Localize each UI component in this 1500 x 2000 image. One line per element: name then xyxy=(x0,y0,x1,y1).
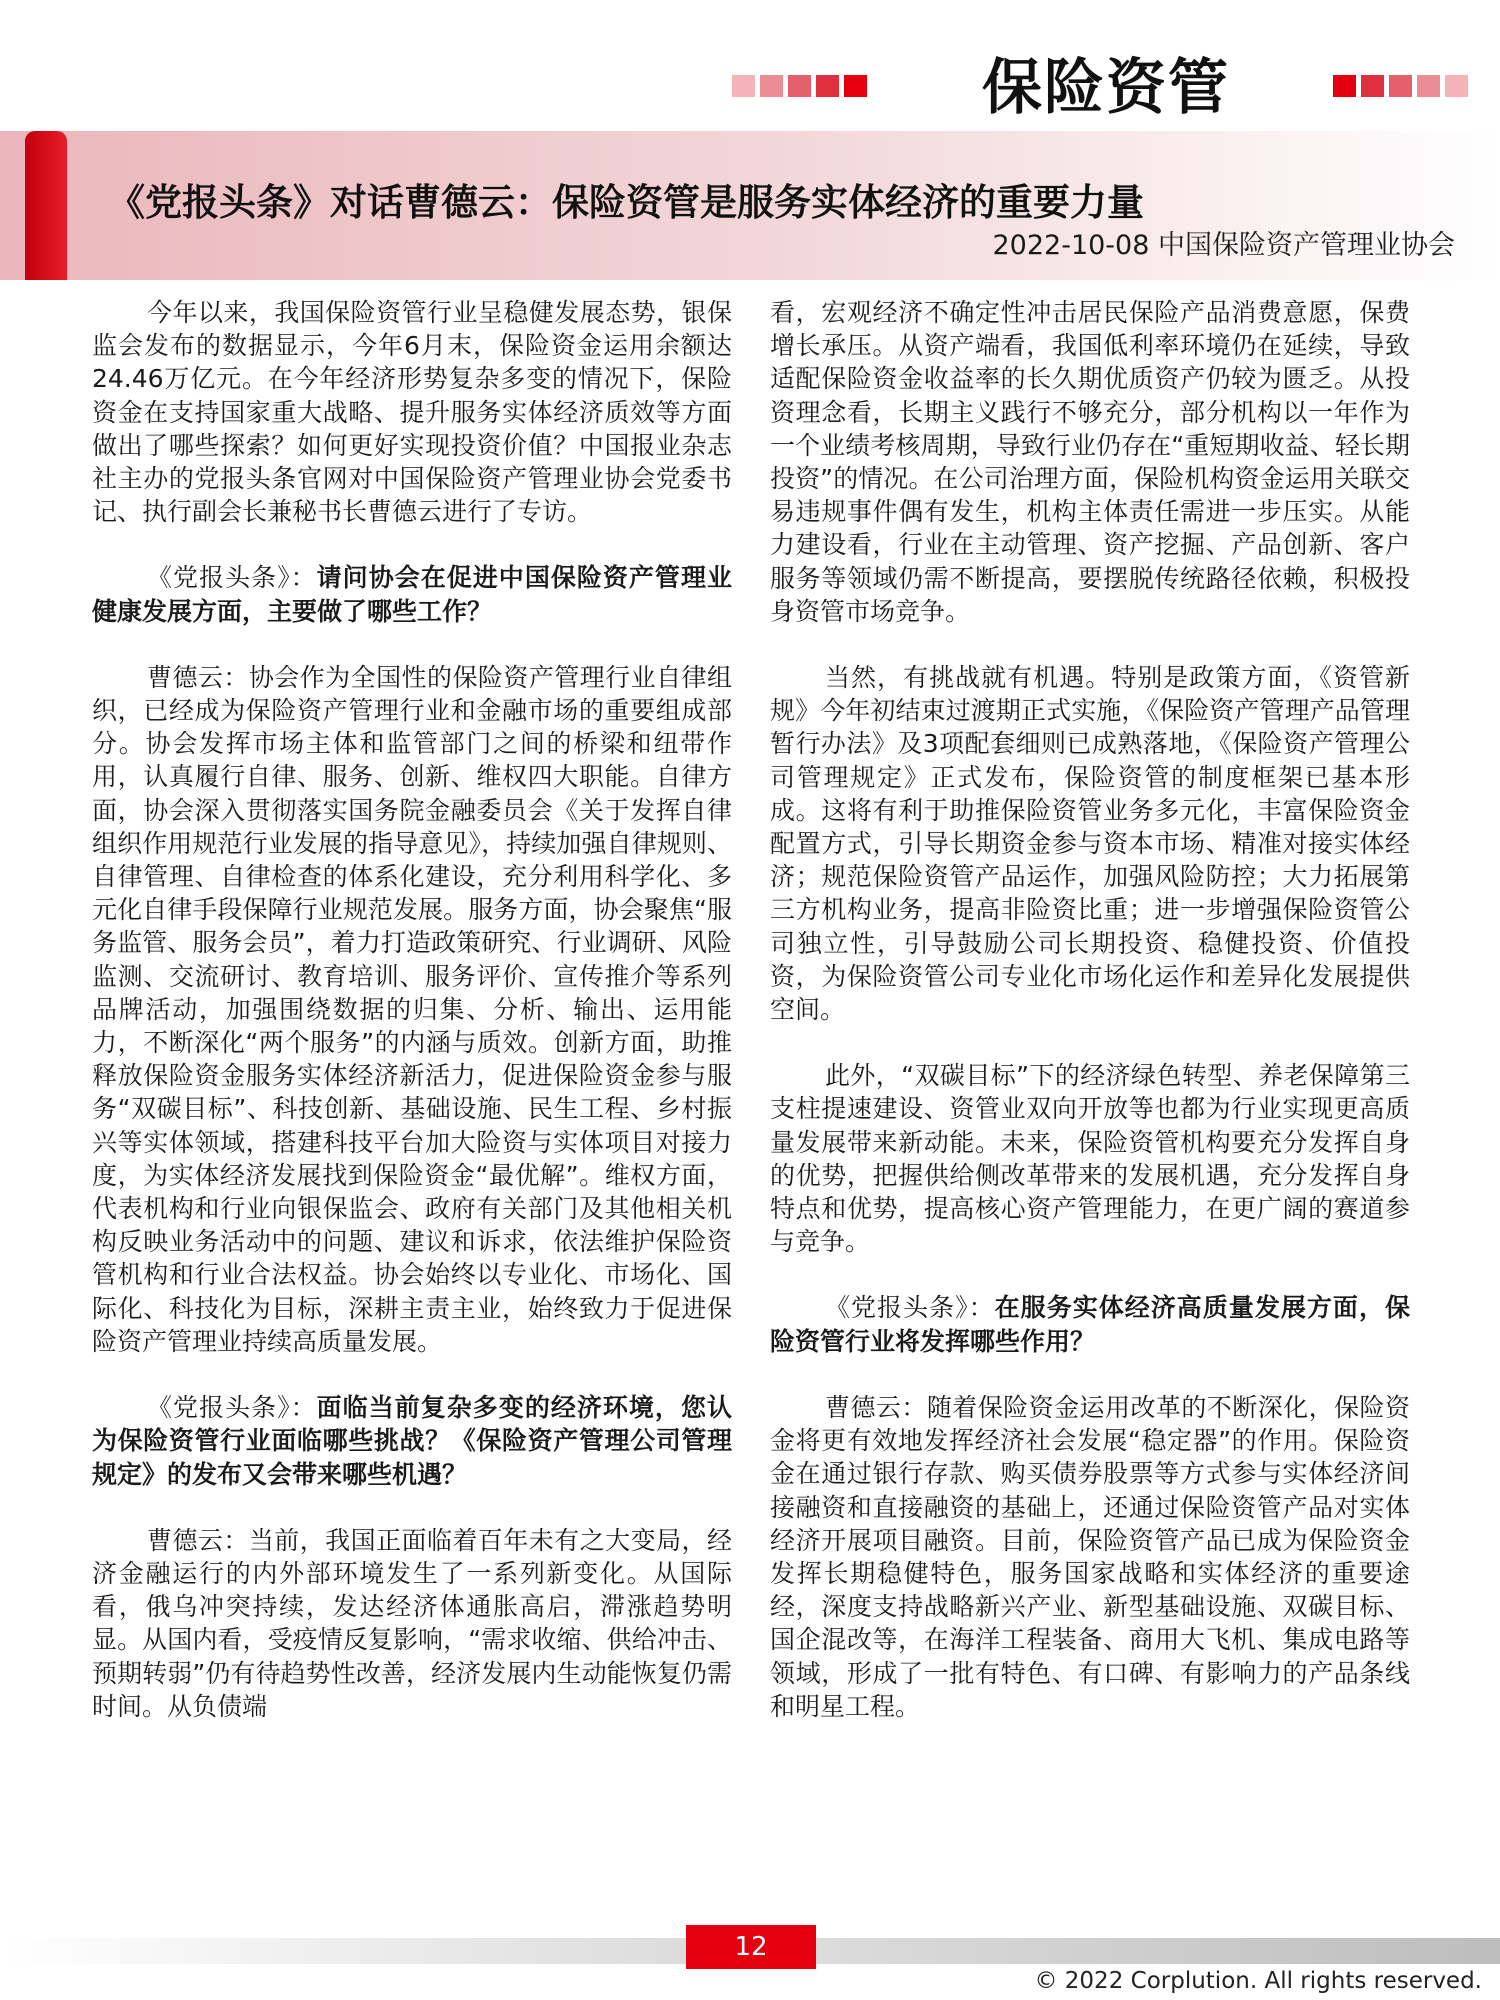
article-date-source: 2022-10-08 中国保险资产管理业协会 xyxy=(992,230,1455,261)
question-source: 《党报头条》： xyxy=(147,563,317,593)
decor-square xyxy=(844,75,867,97)
decor-square xyxy=(816,75,839,97)
intro-paragraph: 今年以来，我国保险资管行业呈稳健发展态势，银保监会发布的数据显示，今年6月末，保险资金运用余额达24.46万亿元。在今年经济形势复杂多变的情况下，保险资金在支持国家重大战略、提升服务实体经济质效等方面做出了哪些探索？如何更好实现投资价值？中国报业杂志社主办的党报头条官网对中国保险资产管理业协会党委书记、执行副会长兼秘书长曹德云进行了专访。 xyxy=(92,298,732,527)
article-title: 《党报头条》对话曹德云：保险资管是服务实体经济的重要力量 xyxy=(108,181,1144,224)
answer-2-continued: 看，宏观经济不确定性冲击居民保险产品消费意愿，保费增长承压。从资产端看，我国低利率环境仍在延续，导致适配保险资金收益率的长久期优质资产仍较为匮乏。从投资理念看，长期主义践行不够充分，部分机构以一年作为一个业绩考核周期，导致行业仍存在“重短期收益、轻长期投资”的情况。在公司治理方面，保险机构资金运用关联交易违规事件偶有发生，机构主体责任需进一步压实。从能力建设看，行业在主动管理、资产挖掘、产品创新、客户服务等领域仍需不断提高，要摆脱传统路径依赖，积极投身资管市场竞争。 xyxy=(770,298,1410,626)
question-2 xyxy=(92,1391,732,1491)
question-3 xyxy=(770,1291,1410,1357)
question-text: 在服务实体经济高质量发展方面，保险资管行业将发挥哪些作用？ xyxy=(770,1293,1410,1356)
decor-square xyxy=(732,75,755,97)
answer-2-start: 曹德云：当前，我国正面临着百年未有之大变局，经济金融运行的内外部环境发生了一系列新变化。从国际看，俄乌冲突持续，发达经济体通胀高启，滞涨趋势明显。从国内看，受疫情反复影响，“需求收缩、供给冲击、预期转弱”仍有待趋势性改善，经济发展内生动能恢复仍需时间。从负债端 xyxy=(92,1525,732,1721)
answer-3: 曹德云：随着保险资金运用改革的不断深化，保险资金将更有效地发挥经济社会发展“稳定器”的作用。保险资金在通过银行存款、购买债券股票等方式参与实体经济间接融资和直接融资的基础上，还通过保险资管产品对实体经济开展项目融资。目前，保险资管产品已成为保险资金发挥长期稳健特色，服务国家战略和实体经济的重要途经，深度支持战略新兴产业、新型基础设施、双碳目标、国企混改等，在海洋工程装备、商用大飞机、集成电路等领域，形成了一批有特色、有口碑、有影响力的产品条线和明星工程。 xyxy=(770,1392,1410,1721)
header-decor-squares-right xyxy=(1333,75,1468,97)
left-column xyxy=(92,296,732,1723)
besides-paragraph: 此外，“双碳目标”下的经济绿色转型、养老保障第三支柱提速建设、资管业双向开放等也都为行业实现更高质量发展带来新动能。未来，保险资管机构要充分发挥自身的优势，把握供给侧改革带来的发展机遇，充分发挥自身特点和优势，提高核心资产管理能力，在更广阔的赛道参与竞争。 xyxy=(770,1061,1410,1257)
question-text: 请问协会在促进中国保险资产管理业健康发展方面，主要做了哪些工作？ xyxy=(92,563,732,626)
right-column xyxy=(770,296,1410,1723)
decor-square xyxy=(788,75,811,97)
decor-square xyxy=(1361,75,1384,97)
banner-accent-bar xyxy=(25,131,67,280)
header-decor-squares-left xyxy=(732,75,867,97)
decor-square xyxy=(1389,75,1412,97)
answer-1: 曹德云：协会作为全国性的保险资产管理行业自律组织，已经成为保险资产管理行业和金融市场的重要组成部分。协会发挥市场主体和监管部门之间的桥梁和纽带作用，认真履行自律、服务、创新、维权四大职能。自律方面，协会深入贯彻落实国务院金融委员会《关于发挥自律组织作用规范行业发展的指导意见》，持续加强自律规则、自律管理、自律检查的体系化建设，充分利用科学化、多元化自律手段保障行业规范发展。服务方面，协会聚焦“服务监管、服务会员”，着力打造政策研究、行业调研、风险监测、交流研讨、教育培训、服务评价、宣传推介等系列品牌活动，加强围绕数据的归集、分析、输出、运用能力，不断深化“两个服务”的内涵与质效。创新方面，助推释放保险资金服务实体经济新活力，促进保险资金参与服务“双碳目标”、科技创新、基础设施、民生工程、乡村振兴等实体领域，搭建科技平台加大险资与实体项目对接力度，为实体经济发展找到保险资金“最优解”。维权方面，代表机构和行业向银保监会、政府有关部门及其他相关机构反映业务活动中的问题、建议和诉求，依法维护保险资管机构和行业合法权益。协会始终以专业化、市场化、国际化、科技化为目标，深耕主责主业，始终致力于促进保险资产管理业持续高质量发展。 xyxy=(92,662,732,1356)
decor-square xyxy=(760,75,783,97)
question-source: 《党报头条》： xyxy=(825,1293,995,1323)
page-number: 12 xyxy=(686,1925,816,1969)
decor-square xyxy=(1333,75,1356,97)
opportunity-paragraph: 当然，有挑战就有机遇。特别是政策方面，《资管新规》今年初结束过渡期正式实施，《保险资产管理产品管理暂行办法》及3项配套细则已成熟落地，《保险资产管理公司管理规定》正式发布，保险资管的制度框架已基本形成。这将有利于助推保险资管业务多元化，丰富保险资金配置方式，引导长期资金参与资本市场、精准对接实体经济；规范保险资管产品运作，加强风险防控；大力拓展第三方机构业务，提高非险资比重；进一步增强保险资管公司独立性，引导鼓励公司长期投资、稳健投资、价值投资，为保险资管公司专业化市场化运作和差异化发展提供空间。 xyxy=(770,663,1410,1025)
decor-square xyxy=(1445,75,1468,97)
question-text: 面临当前复杂多变的经济环境，您认为保险资管行业面临哪些挑战？《保险资产管理公司管理规定》的发布又会带来哪些机遇？ xyxy=(92,1393,732,1489)
copyright-notice: © 2022 Corplution. All rights reserved. xyxy=(1034,1968,1482,1994)
decor-square xyxy=(1417,75,1440,97)
question-source: 《党报头条》： xyxy=(147,1393,317,1423)
question-1 xyxy=(92,561,732,627)
footer-bar-right xyxy=(816,1938,1500,1964)
footer-bar-left xyxy=(0,1938,686,1964)
section-title: 保险资管 xyxy=(982,53,1230,123)
